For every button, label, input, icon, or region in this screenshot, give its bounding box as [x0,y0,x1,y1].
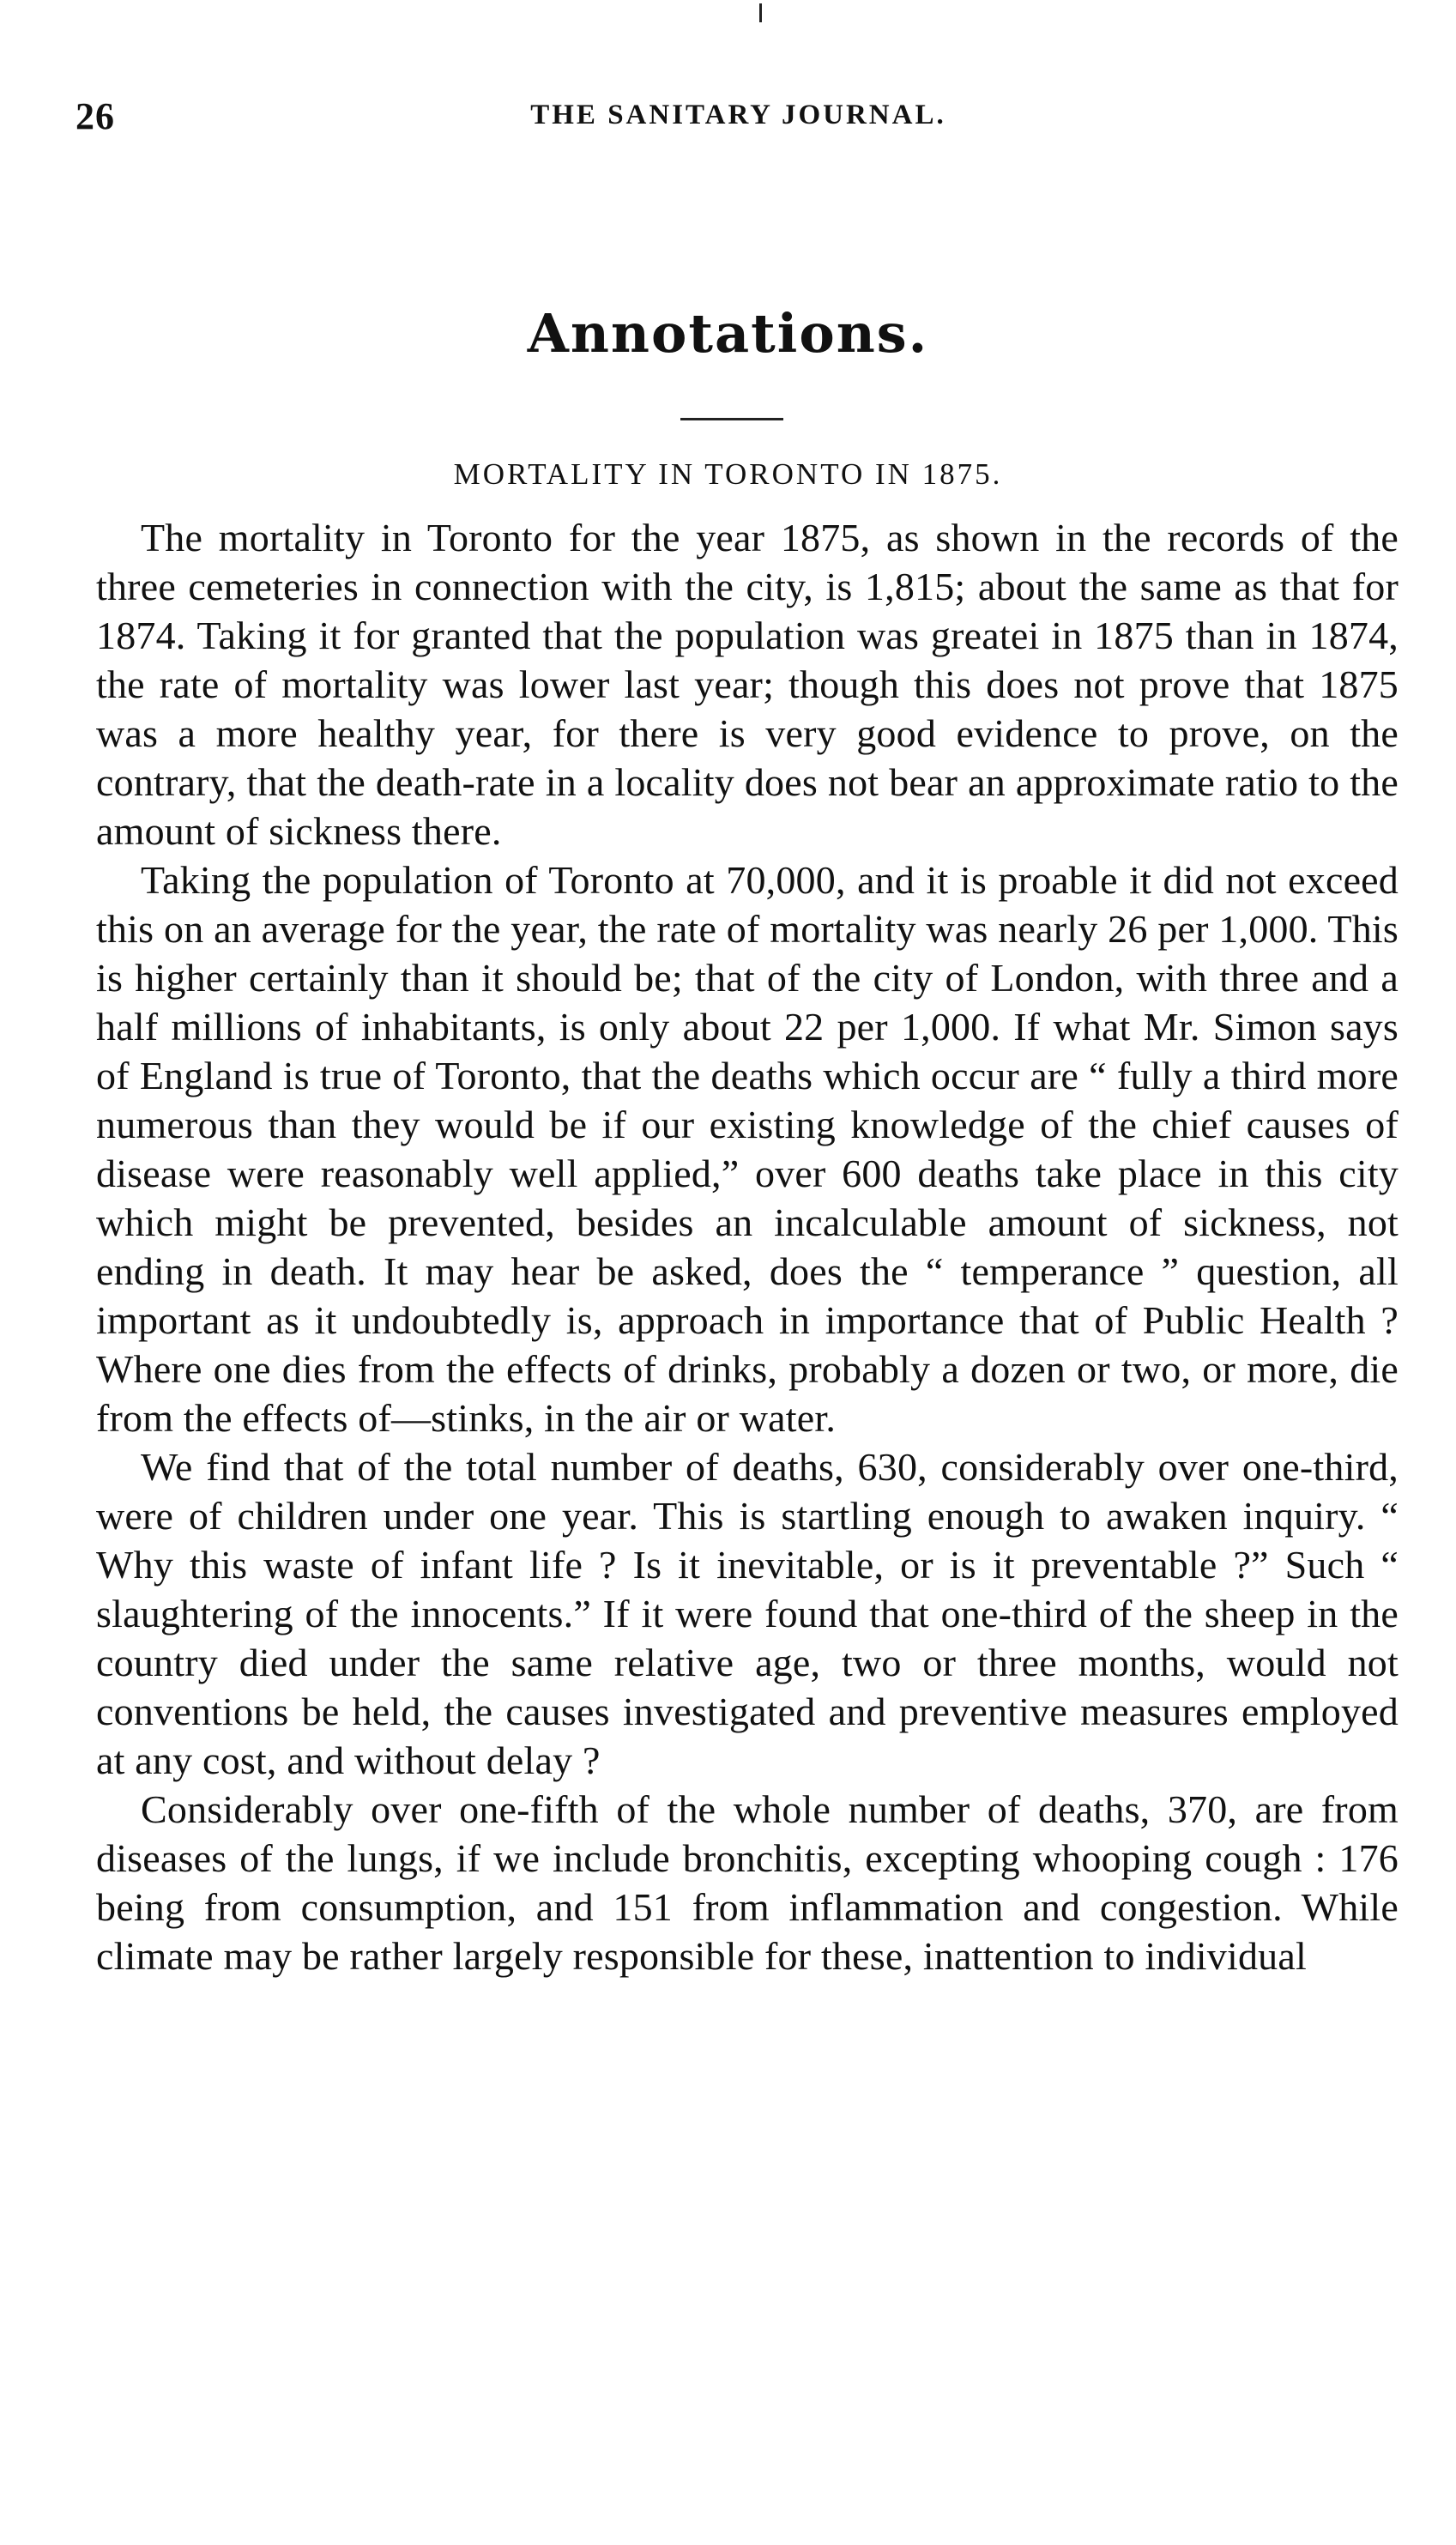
article-body [96,513,1399,1980]
paragraph: The mortality in Toronto for the year 1875, as shown in the records of the three cemeteries in connection with the city, is 1,815; about the same as that for 1874. Taking it for granted that the population was greatei in 1875 than in 1874, the rate of mortality was lower last year; though this does not prove that 1875 was a more healthy year, for there is very good evidence to prove, on the contrary, that the death-rate in a locality does not bear an approximate ratio to the amount of sickness there. [96,516,1399,853]
running-head [76,94,1401,146]
page-top-mark [759,3,762,22]
paragraph: Taking the population of Toronto at 70,000, and it is proable it did not exceed this on an average for the year, the rate of mortality was nearly 26 per 1,000. This is higher certainly than it should be; that of the city of London, with three and a half millions of inhabitants, is only about 22 per 1,000. If what Mr. Simon says of England is true of Toronto, that the deaths which occur are “ fully a third more numerous than they would be if our existing knowledge of the chief causes of disease were reasonably well applied,” over 600 deaths take place in this city which might be prevented, besides an incalculable amount of sickness, not ending in death. It may hear be asked, does the “ temperance ” question, all important as it undoubtedly is, approach in importance that of Public Health ? Where one dies from the effects of drinks, probably a dozen or two, or more, die from the effects of—stinks, in the air or water. [96,858,1399,1440]
paragraph: Considerably over one-fifth of the whole number of deaths, 370, are from diseases of the lungs, if we include bronchitis, excepting whooping cough : 176 being from consumption, and 151 from inflammation and congestion. While climate may be rather largely responsible for these, inattention to individual [96,1787,1399,1978]
journal-title: THE SANITARY JOURNAL. [530,100,946,130]
heading-rule [680,418,783,420]
page-number: 26 [76,95,115,137]
section-heading: Annotations. [527,302,929,365]
article-title: MORTALITY IN TORONTO IN 1875. [453,457,1003,491]
paragraph: We find that of the total number of deaths, 630, considerably over one-third, were of children under one year. This is startling enough to awaken inquiry. “ Why this waste of infant life ? Is it inevitable, or is it preventable ?” Such “ slaughtering of the innocents.” If it were found that one-third of the sheep in the country died under the same relative age, two or three months, would not conventions be held, the causes investigated and preventive measures employed at any cost, and without delay ? [96,1445,1399,1782]
